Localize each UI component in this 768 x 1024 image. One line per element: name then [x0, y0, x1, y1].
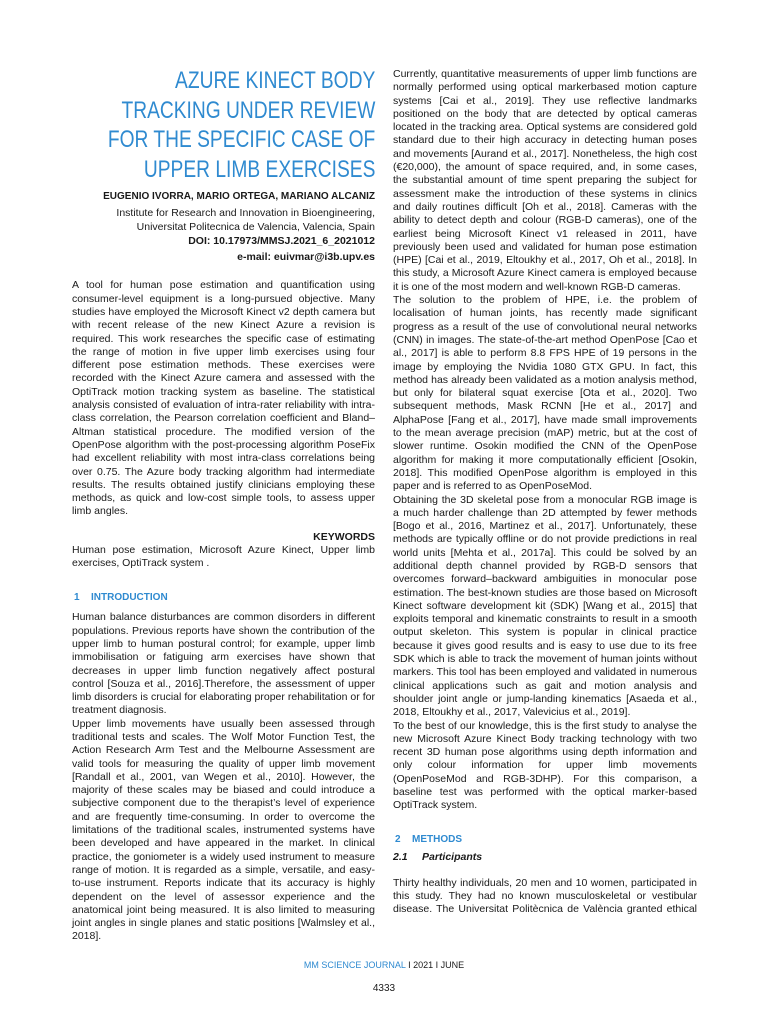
- body-paragraph: Currently, quantitative measurements of upper limb functions are normally performed using optical markerbased motion capture systems [Cai et al., 2019]. They use reflective landmarks positioned on the body that are detected by optical cameras located in the tracking area. Optical systems are considered gold standard due to their high accuracy in detecting human poses and movements [Aurand et al., 2017]. Nonetheless, the high cost (€20,000), the amount of space required, and, in some cases, the substantial amount of time spent preparing the subject for assessment make the introduction of these systems in clinics and daily routines difficult [Oh et al., 2018]. Cameras with the ability to detect depth and colour (RGB-D cameras), one of the earliest being Microsoft Kinect v1 released in 2011, have previously been used and validated for human pose estimation (HPE) [Cai et al., 2019, Eltoukhy et al., 2017, Oh et al., 2018]. In this study, a Microsoft Azure Kinect camera is employed because it is one of the most modern and well-known RGB-D cameras.: [393, 68, 697, 293]
- keywords-text: Human pose estimation, Microsoft Azure Kinect, Upper limb exercises, OptiTrack system .: [72, 543, 375, 570]
- article-title-text: FOR THE SPECIFIC CASE OF: [107, 126, 375, 154]
- right-column: [393, 68, 697, 917]
- journal-name: MM SCIENCE JOURNAL: [303, 960, 406, 970]
- body-paragraph: Human balance disturbances are common disorders in different populations. Previous reports have shown the contribution of the upper limb to human postural control; for example, upper limb immobilisation or fatiguing arm exercises have shown that decreases in upper limb function negatively affect postural control [Souza et al., 2016].Therefore, the assessment of upper limb disorders is crucial for elaborating proper rehabilitation or for treatment diagnosis.: [72, 611, 375, 717]
- authors: EUGENIO IVORRA, MARIO ORTEGA, MARIANO ALCANIZ: [103, 191, 375, 203]
- section-title: METHODS: [412, 833, 462, 845]
- introduction-body-continued: [393, 68, 697, 813]
- section-heading-introduction: [72, 591, 375, 605]
- left-column: [72, 66, 375, 944]
- abstract: A tool for human pose estimation and quantification using consumer-level equipment is a long-pursued objective. Many studies have employed the Microsoft Kinect v2 depth camera but with recent release of the new Kinect Azure a revision is required. This work researches the specific case of estimating the range of motion in five upper limb exercises using four different pose estimation methods. These exercises were recorded with the Kinect Azure camera and assessed with the OptiTrack motion tracking system as baseline. The statistical analysis consisted of evaluation of intra-rater reliability with intra-class correlation, the Pearson correlation coefficient and Bland–Altman statistical procedure. The modified version of the OpenPose algorithm with the post-processing algorithm PoseFix had excellent reliability with most intra-class correlations being over 0.75. The Azure body tracking algorithm had intermediate results. The results obtained justify clinicians employing these methods, as quick and low-cost simple tools, to assess upper limb angles.: [72, 279, 375, 518]
- article-title-text: AZURE KINECT BODY: [174, 67, 375, 94]
- article-title-line: [72, 66, 375, 96]
- article-title-text: TRACKING UNDER REVIEW: [121, 96, 375, 124]
- section-number: 2: [395, 833, 401, 845]
- subsection-number: 2.1: [393, 850, 408, 863]
- keywords-label: KEYWORDS: [313, 530, 375, 543]
- section-number: 1: [74, 592, 80, 604]
- article-title-line: [72, 125, 375, 155]
- byline: [72, 190, 375, 264]
- subsection-heading-participants: [393, 850, 697, 864]
- body-paragraph: Obtaining the 3D skeletal pose from a monocular RGB image is a much harder challenge than 2D attempted by fewer methods [Bogo et al., 2016, Martinez et al., 2017]. Unfortunately, these methods are typically offline or do not provide predictions in real world units [Mehta et al., 2017a]. This could be solved by an additional depth channel provided by RGB-D sensors that overcomes forward–backward ambiguities in monocular pose estimation. The best-known studies are those based on Microsoft Kinect software development kit (SDK) [Wang et al., 2015] that exploits temporal and kinematic constraints to result in a smooth output skeleton. This system is popular in clinical practice because it gives good results and is easy to use due to its free SDK which is able to track the movement of human joints without markers. This tool has been employed and validated in numerous clinical applications such as gait and motion analysis and shoulder joint angle or jump-landing kinematics [Asaeda et al., 2018, Eltoukhy et al., 2017, Valevicius et al., 2019].: [393, 493, 697, 719]
- introduction-body: [72, 611, 375, 943]
- body-paragraph: To the best of our knowledge, this is the first study to analyse the new Microsoft Azure Kinect Body tracking technology with two recent 3D human pose algorithms using depth information and only colour information for upper limb movements (OpenPoseMod and RGB-3DHP). For this comparison, a baseline test was performed with the optical marker-based OptiTrack system.: [393, 719, 697, 812]
- section-title: INTRODUCTION: [91, 592, 168, 604]
- affiliation-line: Universitat Politecnica de Valencia, Valencia, Spain: [136, 221, 375, 234]
- body-paragraph: The solution to the problem of HPE, i.e. the problem of localisation of human joints, has recently made significant progress as a result of the use of convolutional neural networks (CNN) in images. The state-of-the-art method OpenPose [Cao et al., 2017] is able to perform 8.8 FPS HPE of 19 persons in the image by employing the Nvidia 1080 GTX GPU. In fact, this method has already been validated as a motion analysis method, but only for bilateral squat exercise [Ota et al., 2020]. Two subsequent methods, Mask RCNN [He et al., 2017] and AlphaPose [Fang et al., 2017], have made small improvements to the mean average precision (mAP) metric, but at the cost of slower runtime. Osokin modified the CNN of the OpenPose algorithm for making it more computationally efficient [Osokin, 2018]. This modified OpenPose algorithm is employed in this paper and is referred to as OpenPoseMod.: [393, 294, 697, 493]
- affiliation: [72, 206, 375, 234]
- journal-footer: [0, 958, 768, 972]
- article-title-line: [72, 96, 375, 126]
- article-title-text: UPPER LIMB EXERCISES: [143, 155, 375, 183]
- section-heading-methods: [393, 833, 697, 847]
- page-number: 4333: [372, 983, 396, 994]
- issue-info: I 2021 I JUNE: [408, 960, 465, 970]
- participants-body: [393, 877, 697, 917]
- article-title: [72, 66, 375, 184]
- article-title-line: [72, 155, 375, 185]
- body-paragraph: Upper limb movements have usually been assessed through traditional tests and scales. The Wolf Motor Function Test, the Action Research Arm Test and the Melbourne Assessment are valid tools for measuring the quality of upper limb movement [Randall et al., 2001, van Wegen et al., 2010]. However, the majority of these scales may be biased and could introduce a subjective component due to the therapist’s level of experience and are frequently time-consuming. In order to overcome the limitations of the traditional scales, instrumented systems have been developed and have appeared in the market. In clinical practice, the goniometer is a widely used instrument to measure range of motion. It is regarded as a simple, versatile, and easy-to-use instrument. Reports indicate that its accuracy is highly dependent on the level of assessor experience and the anatomical joint being measured. It is also limited to measuring joint angles in single planes and static positions [Walmsley et al., 2018].: [72, 717, 375, 943]
- email: e-mail: euivmar@i3b.upv.es: [237, 251, 375, 264]
- affiliation-line: Institute for Research and Innovation in Bioengineering,: [116, 207, 375, 220]
- subsection-title: Participants: [422, 850, 483, 863]
- doi: DOI: 10.17973/MMSJ.2021_6_2021012: [188, 235, 375, 248]
- body-paragraph: Thirty healthy individuals, 20 men and 10 women, participated in this study. They had no known musculoskeletal or vestibular disease. The Universitat Politècnica de València granted ethical: [393, 876, 697, 916]
